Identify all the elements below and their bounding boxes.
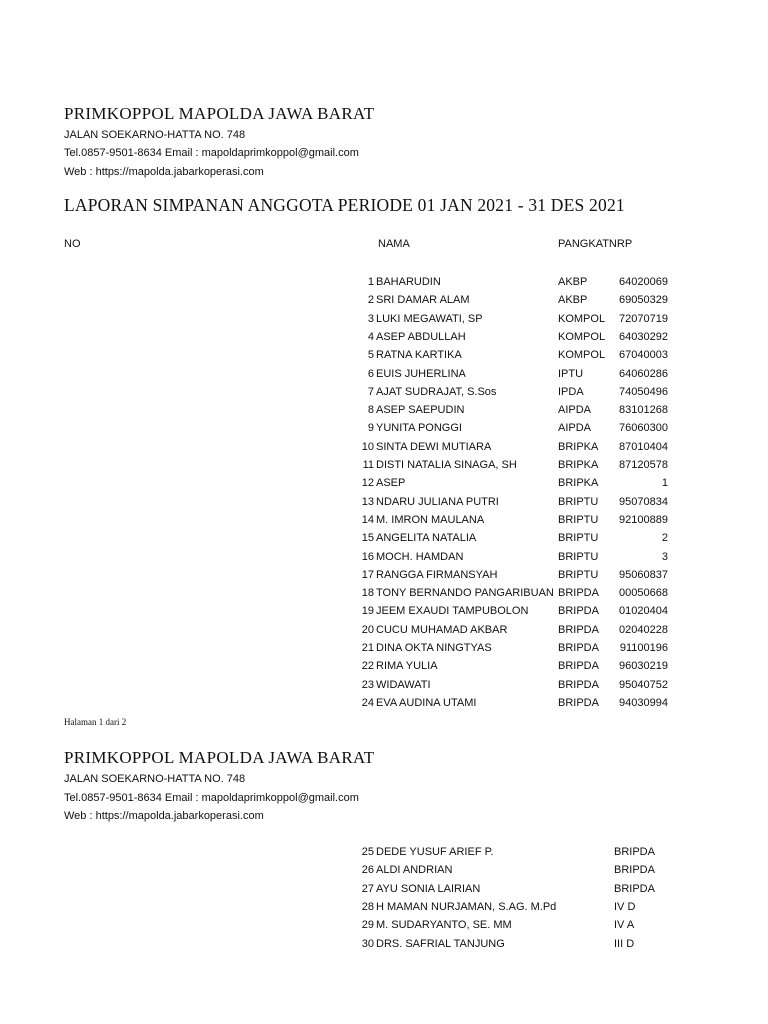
- cell-no: 5: [367, 349, 374, 362]
- cell-no: 25: [361, 846, 374, 858]
- table-row: [0, 624, 768, 642]
- table-row: [0, 697, 768, 715]
- cell-no: 11: [362, 459, 374, 471]
- table-row: [0, 587, 768, 605]
- cell-no: 8: [367, 404, 374, 417]
- table-row: [0, 404, 768, 422]
- cell-nrp: 76060300: [619, 422, 668, 435]
- cell-pangkat: BRIPDA: [558, 605, 599, 618]
- table-row: [0, 883, 768, 901]
- cell-no: 27: [361, 882, 374, 895]
- cell-nrp: 83101268: [619, 404, 668, 417]
- cell-pangkat: BRIPDA: [614, 864, 655, 877]
- cell-nama: M. IMRON MAULANA: [376, 513, 485, 526]
- cell-pangkat: BRIPTU: [558, 513, 599, 526]
- cell-nrp: 2: [661, 532, 668, 545]
- cell-pangkat: BRIPDA: [614, 882, 655, 895]
- org-address-page-2: JALAN SOEKARNO-HATTA NO. 748: [64, 773, 246, 785]
- table-row: [0, 276, 768, 294]
- cell-nrp: 95070834: [619, 495, 668, 508]
- cell-nrp: 64030292: [619, 330, 668, 343]
- table-row: [0, 864, 768, 882]
- cell-nrp: 00050668: [619, 587, 668, 600]
- table-row: [0, 660, 768, 678]
- cell-pangkat: IPTU: [558, 367, 584, 380]
- cell-nrp: 1: [661, 477, 668, 490]
- cell-no: 23: [361, 678, 374, 691]
- cell-nama: DISTI NATALIA SINAGA, SH: [376, 459, 517, 471]
- cell-nama: BAHARUDIN: [376, 276, 441, 288]
- cell-pangkat: AIPDA: [558, 422, 592, 435]
- cell-nama: DINA OKTA NINGTYAS: [376, 642, 492, 654]
- org-web: Web : https://mapolda.jabarkoperasi.com: [64, 166, 264, 178]
- cell-nama: M. SUDARYANTO, SE. MM: [376, 919, 512, 932]
- table-row: [0, 349, 768, 367]
- cell-nama: JEEM EXAUDI TAMPUBOLON: [376, 605, 529, 618]
- cell-no: 29: [361, 919, 374, 932]
- cell-no: 26: [361, 864, 374, 877]
- cell-nrp: 3: [661, 550, 668, 563]
- cell-nama: AYU SONIA LAIRIAN: [376, 882, 481, 895]
- table-row: [0, 846, 768, 864]
- cell-nrp: 92100889: [619, 513, 668, 526]
- table-row: [0, 496, 768, 514]
- cell-pangkat: BRIPDA: [558, 678, 599, 691]
- table-row: [0, 605, 768, 623]
- cell-pangkat: BRIPDA: [558, 642, 599, 654]
- table-row: [0, 938, 768, 956]
- cell-nama: LUKI MEGAWATI, SP: [376, 312, 483, 325]
- cell-nrp: 64060286: [619, 367, 668, 380]
- cell-nrp: 69050329: [619, 294, 668, 307]
- cell-nrp: 95040752: [619, 678, 668, 691]
- cell-no: 3: [367, 312, 374, 325]
- cell-nrp: 87120578: [619, 459, 668, 471]
- cell-no: 4: [367, 330, 374, 343]
- cell-nrp: 64020069: [619, 276, 668, 288]
- cell-nama: NDARU JULIANA PUTRI: [376, 495, 499, 508]
- cell-no: 13: [361, 495, 374, 508]
- table-row: [0, 642, 768, 660]
- cell-no: 10: [361, 440, 374, 453]
- table-row: [0, 459, 768, 477]
- cell-pangkat: BRIPTU: [558, 495, 599, 508]
- cell-no: 2: [367, 294, 374, 307]
- cell-pangkat: AKBP: [558, 294, 588, 307]
- cell-nama: RATNA KARTIKA: [376, 349, 462, 362]
- cell-no: 1: [367, 276, 374, 288]
- cell-nama: H MAMAN NURJAMAN, S.AG. M.Pd: [376, 900, 556, 913]
- cell-nrp: 87010404: [619, 440, 668, 453]
- header-pangkat-nrp: PANGKATNRP: [558, 238, 633, 250]
- cell-nama: MOCH. HAMDAN: [376, 550, 464, 563]
- cell-nrp: 72070719: [619, 312, 668, 325]
- table-row: [0, 294, 768, 312]
- cell-pangkat: BRIPKA: [558, 477, 599, 490]
- table-row: [0, 441, 768, 459]
- cell-nrp: 01020404: [619, 605, 668, 618]
- cell-no: 21: [361, 642, 374, 654]
- cell-no: 16: [361, 550, 374, 563]
- cell-pangkat: BRIPKA: [558, 440, 599, 453]
- table-row: [0, 368, 768, 386]
- cell-no: 14: [361, 513, 374, 526]
- cell-nama: TONY BERNANDO PANGARIBUAN: [376, 587, 554, 600]
- table-row: [0, 477, 768, 495]
- cell-nrp: 74050496: [619, 385, 668, 398]
- table-row: [0, 679, 768, 697]
- cell-nrp: 94030994: [619, 696, 668, 709]
- cell-no: 20: [361, 623, 374, 636]
- org-name: PRIMKOPPOL MAPOLDA JAWA BARAT: [64, 104, 375, 123]
- cell-no: 17: [361, 568, 374, 581]
- table-row: [0, 901, 768, 919]
- cell-no: 24: [361, 696, 374, 709]
- cell-nama: ASEP: [376, 477, 406, 490]
- org-contact-page-2: Tel.0857-9501-8634 Email : mapoldaprimkoppol@gmail.com: [64, 792, 359, 804]
- cell-pangkat: BRIPTU: [558, 568, 599, 581]
- cell-pangkat: BRIPTU: [558, 550, 599, 563]
- cell-nrp: 95060837: [619, 568, 668, 581]
- cell-pangkat: AKBP: [558, 276, 588, 288]
- cell-no: 7: [367, 385, 374, 398]
- cell-pangkat: AIPDA: [558, 404, 592, 417]
- table-row: [0, 919, 768, 937]
- cell-pangkat: IV D: [614, 900, 636, 913]
- cell-pangkat: KOMPOL: [558, 330, 606, 343]
- cell-no: 9: [367, 422, 374, 435]
- cell-nama: AJAT SUDRAJAT, S.Sos: [376, 385, 497, 398]
- cell-no: 19: [361, 605, 374, 618]
- cell-nama: ASEP ABDULLAH: [376, 330, 466, 343]
- cell-pangkat: III D: [614, 937, 635, 950]
- cell-no: 18: [361, 587, 374, 600]
- cell-nama: DEDE YUSUF ARIEF P.: [376, 846, 494, 858]
- cell-nama: SRI DAMAR ALAM: [376, 294, 470, 307]
- table-row: [0, 313, 768, 331]
- cell-pangkat: BRIPDA: [558, 587, 599, 600]
- cell-pangkat: BRIPDA: [558, 696, 599, 709]
- table-row: [0, 422, 768, 440]
- cell-nama: ANGELITA NATALIA: [376, 532, 477, 545]
- cell-nrp: 91100196: [619, 642, 668, 654]
- org-name-page-2: PRIMKOPPOL MAPOLDA JAWA BARAT: [64, 748, 375, 767]
- cell-nama: ASEP SAEPUDIN: [376, 404, 465, 417]
- table-row: [0, 551, 768, 569]
- cell-no: 12: [361, 477, 374, 490]
- cell-pangkat: BRIPDA: [558, 660, 599, 673]
- org-contact: Tel.0857-9501-8634 Email : mapoldaprimkoppol@gmail.com: [64, 147, 359, 159]
- cell-pangkat: KOMPOL: [558, 312, 606, 325]
- cell-pangkat: BRIPTU: [558, 532, 599, 545]
- cell-pangkat: KOMPOL: [558, 349, 606, 362]
- cell-nama: EUIS JUHERLINA: [376, 367, 466, 380]
- cell-nama: DRS. SAFRIAL TANJUNG: [376, 937, 505, 950]
- table-row: [0, 569, 768, 587]
- org-address: JALAN SOEKARNO-HATTA NO. 748: [64, 129, 246, 141]
- cell-nama: ALDI ANDRIAN: [376, 864, 453, 877]
- table-row: [0, 331, 768, 349]
- cell-nama: EVA AUDINA UTAMI: [376, 696, 477, 709]
- header-nama: NAMA: [378, 238, 410, 250]
- cell-no: 28: [361, 900, 374, 913]
- cell-pangkat: IV A: [614, 919, 635, 932]
- cell-no: 22: [361, 660, 374, 673]
- cell-nrp: 67040003: [619, 349, 668, 362]
- cell-no: 15: [361, 532, 374, 545]
- org-web-page-2: Web : https://mapolda.jabarkoperasi.com: [64, 810, 264, 822]
- cell-nama: YUNITA PONGGI: [376, 422, 462, 435]
- cell-pangkat: BRIPDA: [614, 846, 655, 858]
- cell-pangkat: BRIPKA: [558, 459, 599, 471]
- cell-nrp: 02040228: [619, 623, 668, 636]
- cell-nama: SINTA DEWI MUTIARA: [376, 440, 492, 453]
- cell-nama: CUCU MUHAMAD AKBAR: [376, 623, 508, 636]
- cell-no: 30: [361, 937, 374, 950]
- cell-no: 6: [367, 367, 374, 380]
- page-footer: Halaman 1 dari 2: [64, 717, 127, 727]
- report-title: LAPORAN SIMPANAN ANGGOTA PERIODE 01 JAN 2021 - 31 DES 2021: [64, 195, 625, 215]
- cell-nama: WIDAWATI: [376, 678, 431, 691]
- cell-pangkat: IPDA: [558, 385, 584, 398]
- cell-nama: RIMA YULIA: [376, 660, 438, 673]
- header-no: NO: [64, 238, 81, 250]
- cell-nrp: 96030219: [619, 660, 668, 673]
- table-row: [0, 532, 768, 550]
- cell-pangkat: BRIPDA: [558, 623, 599, 636]
- cell-nama: RANGGA FIRMANSYAH: [376, 568, 498, 581]
- table-row: [0, 514, 768, 532]
- table-row: [0, 386, 768, 404]
